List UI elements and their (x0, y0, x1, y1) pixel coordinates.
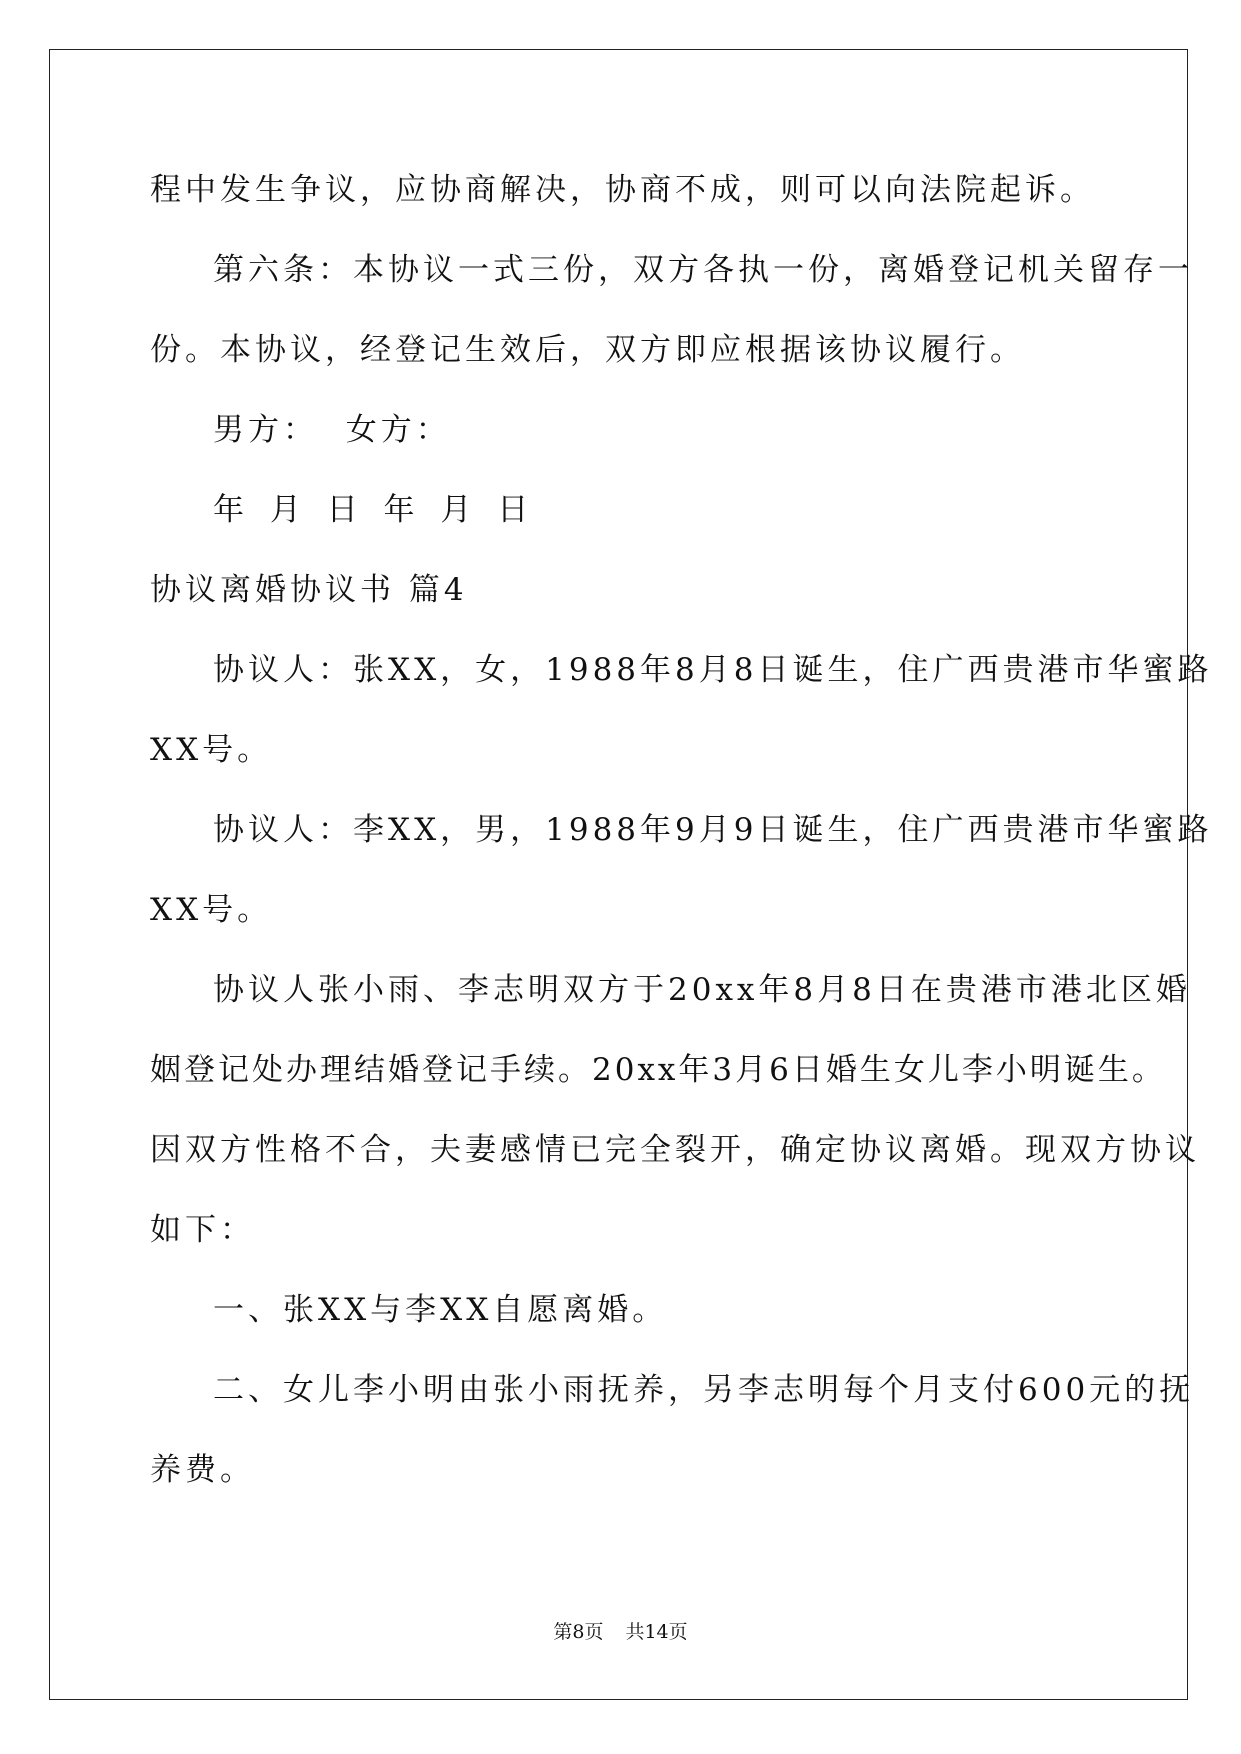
text-line: 协议人张小雨、李志明双方于20xx年8月8日在贵港市港北区婚 (213, 972, 1191, 1008)
text-line: 程中发生争议，应协商解决，协商不成，则可以向法院起诉。 (150, 172, 1095, 208)
text-line: 姻登记处办理结婚登记手续。20xx年3月6日婚生女儿李小明诞生。 (150, 1052, 1166, 1088)
text-line: 份。本协议，经登记生效后，双方即应根据该协议履行。 (150, 332, 1025, 368)
text-line: XX号。 (150, 732, 273, 768)
text-line: XX号。 (150, 892, 273, 928)
text-line: 如下： (150, 1212, 255, 1248)
text-line: 一、张XX与李XX自愿离婚。 (213, 1292, 668, 1328)
text-line: 年 月 日 年 月 日 (213, 492, 533, 528)
text-line: 协议人：李XX，男，1988年9月9日诞生，住广西贵港市华蜜路 (213, 812, 1213, 848)
text-line: 协议人：张XX，女，1988年8月8日诞生，住广西贵港市华蜜路 (213, 652, 1213, 688)
text-line: 第六条：本协议一式三份，双方各执一份，离婚登记机关留存一 (213, 252, 1193, 288)
section-heading: 协议离婚协议书 篇4 (150, 572, 468, 608)
text-line: 二、女儿李小明由张小雨抚养，另李志明每个月支付600元的抚 (213, 1372, 1195, 1408)
text-line: 男方： 女方： (213, 412, 451, 448)
text-line: 养费。 (150, 1452, 255, 1488)
text-line: 因双方性格不合，夫妻感情已完全裂开，确定协议离婚。现双方协议 (150, 1132, 1200, 1168)
page-number: 第8页 (553, 1621, 604, 1643)
page-footer (0, 1620, 1241, 1644)
page-total: 共14页 (625, 1621, 688, 1643)
